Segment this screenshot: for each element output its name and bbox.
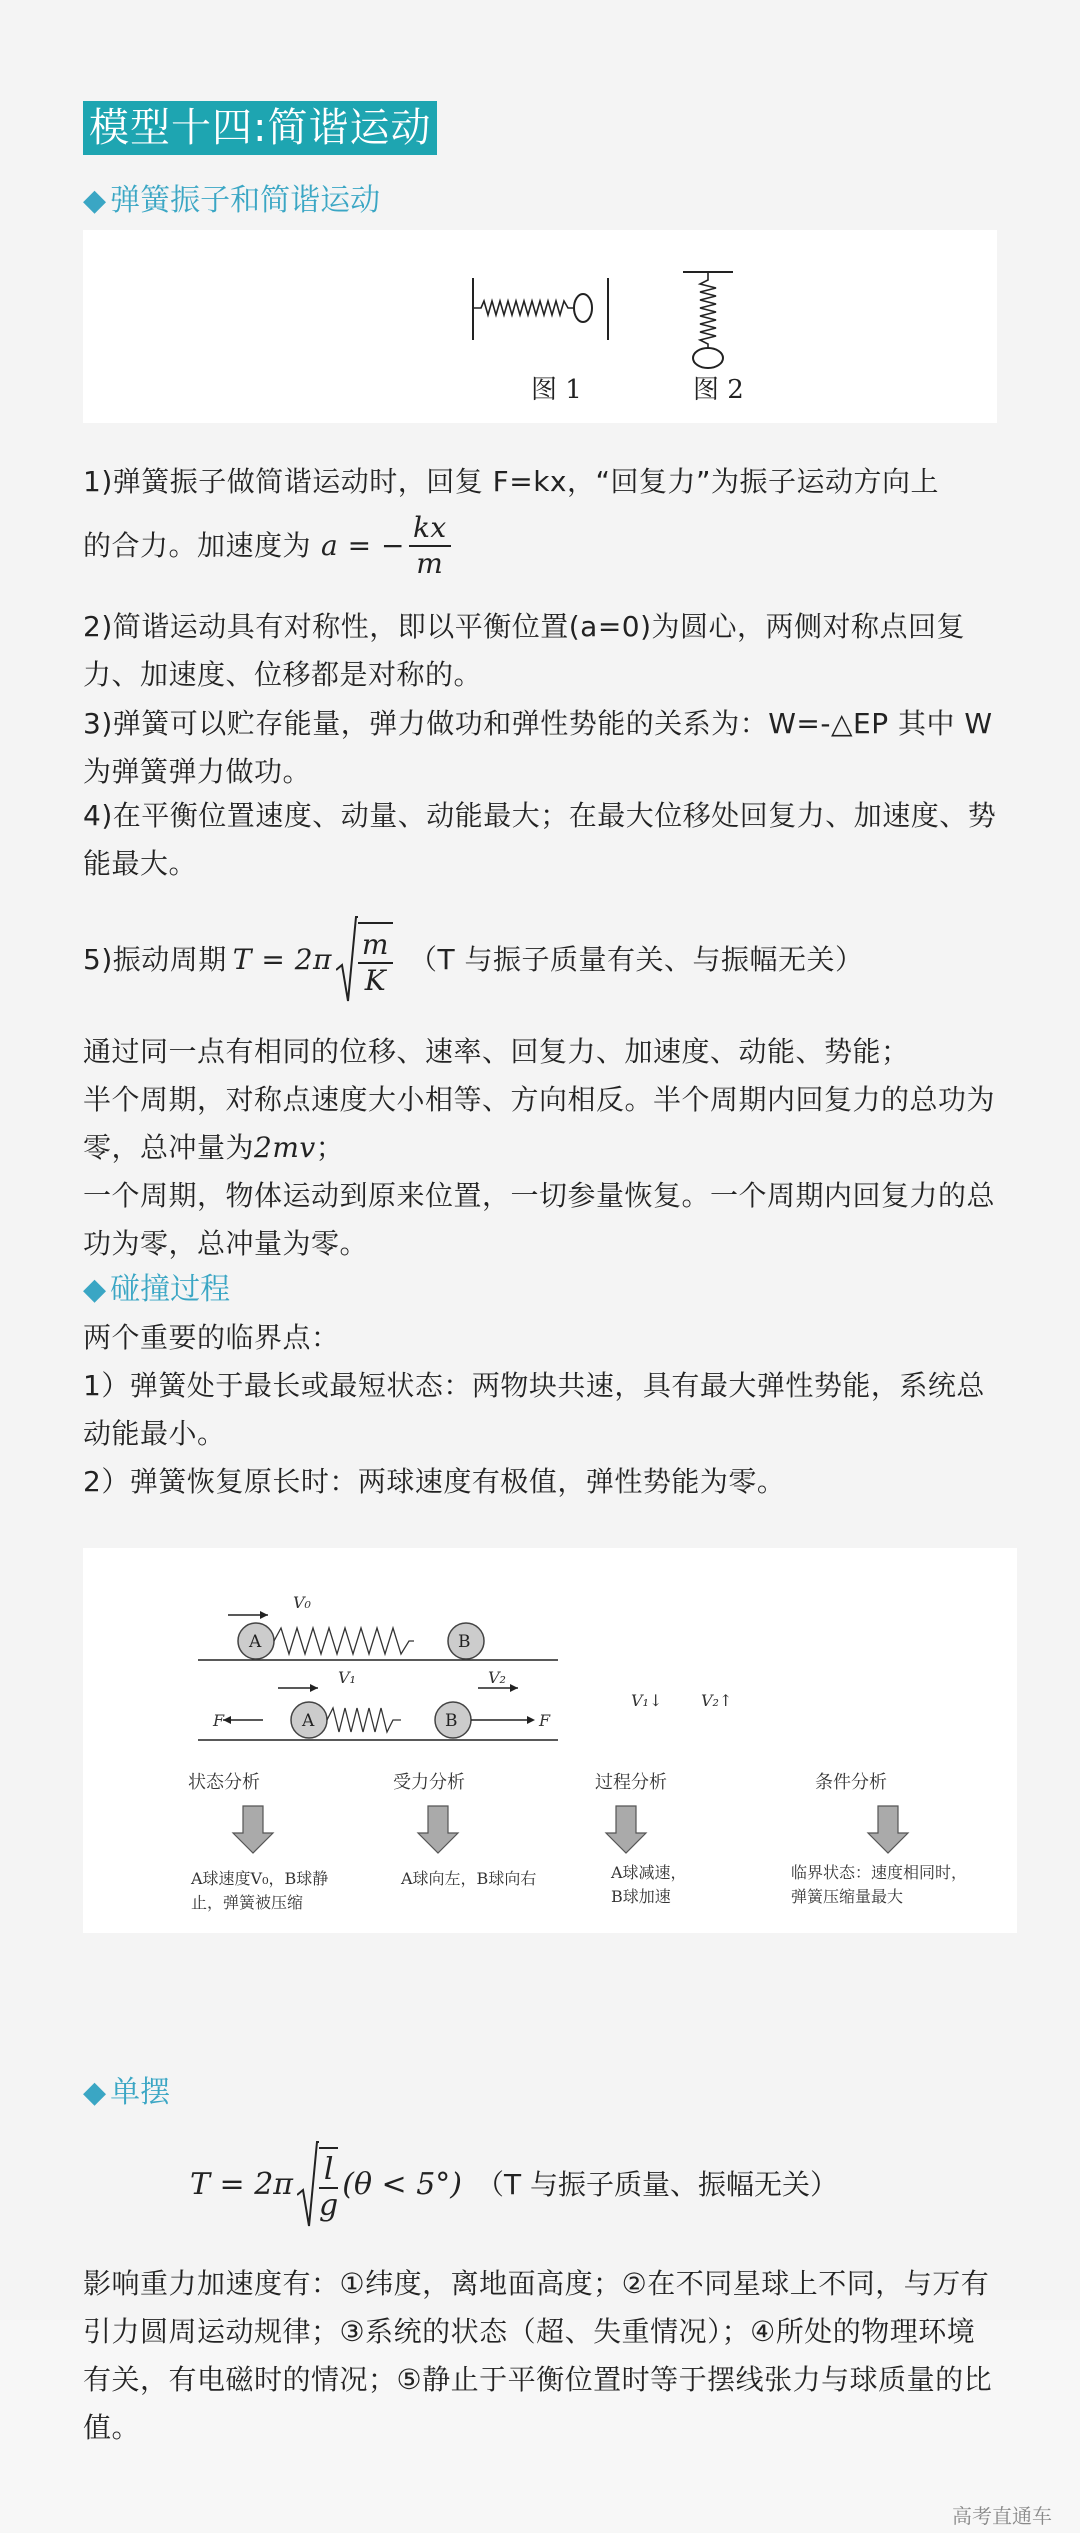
section-heading-pendulum: ◆ 单摆 xyxy=(83,2075,171,2110)
svg-text:A: A xyxy=(249,1632,262,1652)
collision-text: 两个重要的临界点： 1）弹簧处于最长或最短状态：两物块共速，具有最大弹性势能，系统总动能最小。 2）弹簧恢复原长时：两球速度有极值，弹性势能为零。 xyxy=(83,1321,985,1498)
svg-text:弹簧压缩量最大: 弹簧压缩量最大 xyxy=(791,1887,904,1906)
diamond-icon: ◆ xyxy=(83,2075,107,2110)
svg-text:V₁↓: V₁↓ xyxy=(631,1691,663,1710)
svg-text:B: B xyxy=(445,1711,458,1731)
svg-text:B球加速: B球加速 xyxy=(611,1887,671,1906)
watermark: 高考直通车 xyxy=(952,2504,1052,2528)
paragraph-1: 1)弹簧振子做简谐运动时，回复 F=kx，“回复力”为振子运动方向上 的合力。加速度为 a = − $\frac{kx}{m}$ xyxy=(83,465,940,580)
figure-spring-oscillator xyxy=(83,230,997,423)
sqrt-m-over-k: $\frac{m}{K}$ xyxy=(336,915,397,1005)
header-process: 过程分析 xyxy=(595,1772,667,1793)
paragraph-6: 通过同一点有相同的位移、速率、回复力、加速度、动能、势能； 半个周期，对称点速度大小相等、方向相反。半个周期内回复力的总功为零，总冲量为2mv； 一个周期，物体运动到原来位置，一切参量恢复。一个周期内回复力的总功为零，总冲量为零。 xyxy=(83,1035,996,1260)
paragraph-4: 4)在平衡位置速度、动量、动能最大；在最大位移处回复力、加速度、势能最大。 xyxy=(83,799,997,880)
fraction-kx-m: $\frac{kx}{m}$ xyxy=(409,511,451,581)
pendulum-formula: T = 2π $\frac{l}{g}$ (θ < 5°) （T 与振子质量、振幅无关） xyxy=(190,2140,838,2230)
radical-sign xyxy=(336,915,358,1005)
figure-1-label: 图 1 xyxy=(531,375,582,405)
spring-diagram xyxy=(83,230,997,423)
collision-diagram xyxy=(83,1548,1017,1933)
figure-collision-analysis xyxy=(83,1548,1017,1933)
svg-text:V₀: V₀ xyxy=(293,1593,311,1612)
diamond-icon: ◆ xyxy=(83,1272,107,1307)
figure-2-label: 图 2 xyxy=(693,375,744,405)
header-condition: 条件分析 xyxy=(815,1772,887,1793)
section-heading-spring: ◆ 弹簧振子和简谐运动 xyxy=(83,183,381,218)
page-title: 模型十四:简谐运动 xyxy=(83,101,437,155)
svg-text:A球向左，B球向右: A球向左，B球向右 xyxy=(401,1869,537,1888)
paragraph-3: 3)弹簧可以贮存能量，弹力做功和弹性势能的关系为：W=-△EP 其中 W 为弹簧弹力做功。 xyxy=(83,707,993,788)
section-heading-collision: ◆ 碰撞过程 xyxy=(83,1272,231,1307)
diamond-icon: ◆ xyxy=(83,183,107,218)
radical-sign xyxy=(297,2140,319,2230)
svg-text:A: A xyxy=(302,1711,315,1731)
sqrt-l-over-g: $\frac{l}{g}$ xyxy=(297,2140,342,2230)
svg-text:止，弹簧被压缩: 止，弹簧被压缩 xyxy=(191,1893,304,1912)
svg-text:V₁: V₁ xyxy=(338,1668,356,1687)
paragraph-5: 5)振动周期 T = 2π $\frac{m}{K}$ （T 与振子质量有关、与振幅无关） xyxy=(83,910,1003,1010)
svg-text:临界状态：速度相同时，: 临界状态：速度相同时， xyxy=(791,1863,968,1882)
header-state: 状态分析 xyxy=(188,1772,260,1793)
header-force: 受力分析 xyxy=(393,1772,465,1793)
svg-text:A球速度V₀，B球静: A球速度V₀，B球静 xyxy=(191,1869,329,1888)
svg-text:F: F xyxy=(539,1711,551,1730)
svg-text:A球减速，: A球减速， xyxy=(611,1863,687,1882)
paragraph-2: 2)简谐运动具有对称性，即以平衡位置(a=0)为圆心，两侧对称点回复力、加速度、位移都是对称的。 xyxy=(83,610,966,691)
svg-text:V₂: V₂ xyxy=(488,1668,506,1687)
gravity-paragraph: 影响重力加速度有：①纬度，离地面高度；②在不同星球上不同，与万有引力圆周运动规律；③系统的状态（超、失重情况）；④所处的物理环境有关，有电磁时的情况；⑤静止于平衡位置时等于摆线张力与球质量的比值。 xyxy=(83,2267,993,2444)
svg-text:B: B xyxy=(458,1632,471,1652)
svg-text:V₂↑: V₂↑ xyxy=(701,1691,733,1710)
svg-text:F: F xyxy=(213,1711,225,1730)
